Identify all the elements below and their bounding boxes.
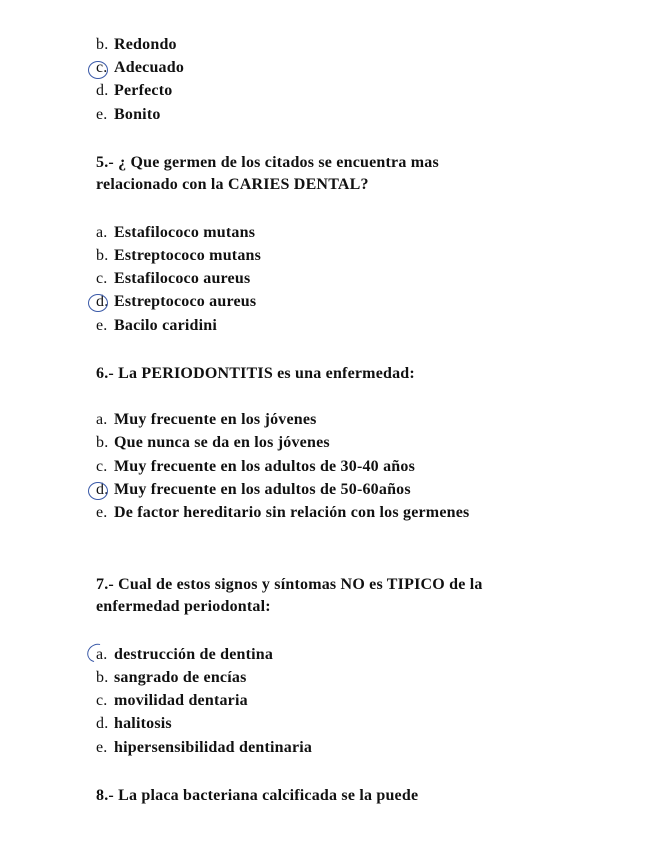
q6-question-line1: 6.- La PERIODONTITIS es una enfermedad: (96, 365, 415, 382)
option-text: Que nunca se da en los jóvenes (114, 434, 330, 451)
q7-option-c (96, 691, 248, 711)
option-text: Redondo (114, 36, 177, 53)
q5-option-e (96, 316, 217, 336)
option-letter: c. (96, 270, 108, 287)
answer-circle-mark (88, 482, 108, 500)
q7-option-d (96, 714, 172, 734)
option-text: halitosis (114, 715, 172, 732)
option-letter: c. (96, 458, 108, 475)
q5-question-line1: 5.- ¿ Que germen de los citados se encuentra mas (96, 154, 439, 171)
option-letter: a. (96, 646, 108, 663)
option-letter: b. (96, 36, 109, 53)
option-letter: d. (96, 715, 109, 732)
q6-option-c (96, 457, 415, 477)
option-letter: d. (96, 82, 109, 99)
option-text: Bonito (114, 106, 161, 123)
option-text: Bacilo caridini (114, 317, 217, 334)
q4-option-d (96, 81, 172, 101)
option-letter: a. (96, 411, 108, 428)
option-text: sangrado de encías (114, 669, 247, 686)
option-letter: b. (96, 669, 109, 686)
option-text: hipersensibilidad dentinaria (114, 739, 313, 756)
option-text: movilidad dentaria (114, 692, 248, 709)
answer-circle-mark (88, 294, 108, 312)
option-letter: c. (96, 692, 108, 709)
q7-option-e (96, 738, 312, 758)
q5-option-a (96, 223, 255, 243)
option-letter: c. (96, 59, 108, 76)
option-text: destrucción de dentina (114, 646, 274, 663)
q6-option-e (96, 503, 469, 523)
option-letter: b. (96, 247, 109, 264)
q6-option-b (96, 433, 330, 453)
option-text: Muy frecuente en los adultos de 50-60años (114, 481, 411, 498)
option-letter: e. (96, 739, 108, 756)
q6-option-d (96, 480, 411, 500)
option-text: De factor hereditario sin relación con los germenes (114, 504, 470, 521)
q6-option-a (96, 410, 317, 430)
option-letter: e. (96, 106, 108, 123)
q5-question-line2: relacionado con la CARIES DENTAL? (96, 176, 369, 193)
q7-question-line2: enfermedad periodontal: (96, 598, 271, 615)
option-text: Estafilococo aureus (114, 270, 251, 287)
option-text: Estreptococo aureus (114, 293, 257, 310)
q4-option-b (96, 35, 177, 55)
q5-option-c (96, 269, 250, 289)
option-letter: b. (96, 434, 109, 451)
option-text: Perfecto (114, 82, 173, 99)
q5-option-d (96, 292, 256, 312)
option-text: Adecuado (114, 59, 185, 76)
q7-option-a (96, 645, 273, 665)
q8-question-line1: 8.- La placa bacteriana calcificada se la puede (96, 787, 419, 804)
option-text: Estreptococo mutans (114, 247, 262, 264)
q7-option-b (96, 668, 247, 688)
option-text: Muy frecuente en los adultos de 30-40 años (114, 458, 415, 475)
option-letter: e. (96, 504, 108, 521)
q4-option-c (96, 58, 184, 78)
option-letter: d. (96, 293, 109, 310)
option-text: Muy frecuente en los jóvenes (114, 411, 317, 428)
option-text: Estafilococo mutans (114, 224, 256, 241)
q7-question-line1: 7.- Cual de estos signos y síntomas NO es TIPICO de la (96, 576, 483, 593)
option-letter: e. (96, 317, 108, 334)
q4-option-e (96, 105, 161, 125)
option-letter: a. (96, 224, 108, 241)
option-letter: d. (96, 481, 109, 498)
q5-option-b (96, 246, 261, 266)
answer-circle-mark (88, 61, 108, 79)
